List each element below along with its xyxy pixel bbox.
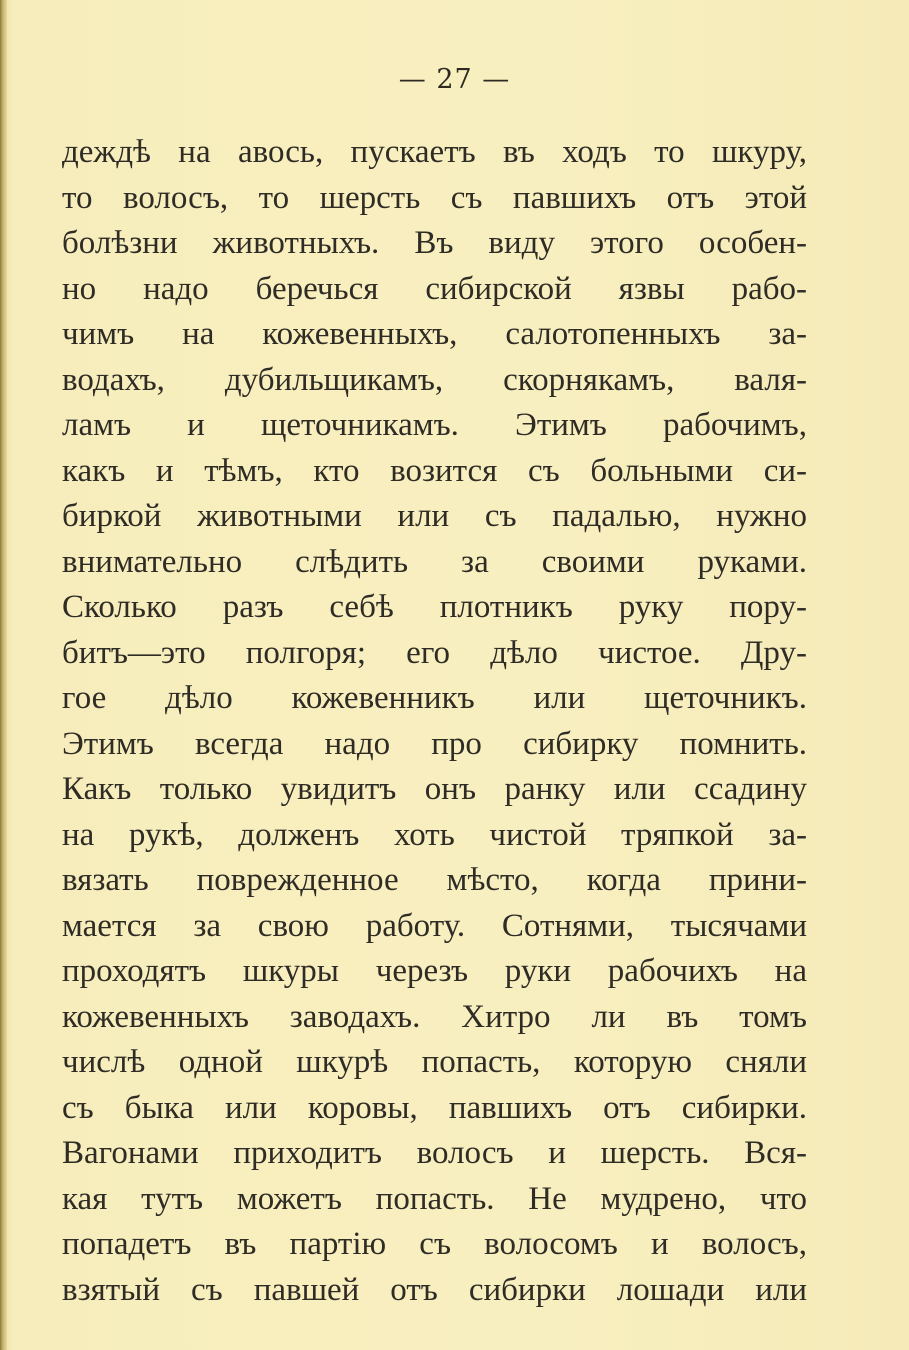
text-line: гое дѣло кожевенникъ или щеточникъ. <box>62 680 807 716</box>
text-line: биркой животными или съ падалью, нужно <box>62 498 807 534</box>
text-line: попадетъ въ партію съ волосомъ и волосъ, <box>62 1226 807 1262</box>
text-line: Сколько разъ себѣ плотникъ руку пору- <box>62 589 807 625</box>
text-line: но надо беречься сибирской язвы рабо- <box>62 270 807 307</box>
body-text <box>62 130 807 1313</box>
text-line: кая тутъ можетъ попасть. Не мудрено, что <box>62 1180 807 1217</box>
text-line: чимъ на кожевенныхъ, салотопенныхъ за- <box>62 316 807 352</box>
text-line: взятый съ павшей отъ сибирки лошади или <box>62 1271 807 1308</box>
page-binding-edge <box>0 0 7 1350</box>
text-line: Какъ только увидитъ онъ ранку или ссадину <box>62 771 807 807</box>
text-line: Вагонами приходитъ волосъ и шерсть. Вся- <box>62 1135 807 1171</box>
text-line: числѣ одной шкурѣ попасть, которую сняли <box>62 1044 807 1080</box>
text-line: кожевенныхъ заводахъ. Хитро ли въ томъ <box>62 998 807 1035</box>
text-line: вязать поврежденное мѣсто, когда прини- <box>62 862 807 898</box>
text-line: водахъ, дубильщикамъ, скорнякамъ, валя- <box>62 361 807 398</box>
text-line: внимательно слѣдить за своими руками. <box>62 543 807 580</box>
text-line: Этимъ всегда надо про сибирку помнить. <box>62 725 807 762</box>
text-line: битъ—это полгоря; его дѣло чистое. Дру- <box>62 634 807 671</box>
text-line: съ быка или коровы, павшихъ отъ сибирки. <box>62 1089 807 1126</box>
text-line: то волосъ, то шерсть съ павшихъ отъ этой <box>62 179 807 216</box>
text-line: проходятъ шкуры черезъ руки рабочихъ на <box>62 953 807 989</box>
text-line: деждѣ на авось, пускаетъ въ ходъ то шкуру, <box>62 134 807 170</box>
text-line: ламъ и щеточникамъ. Этимъ рабочимъ, <box>62 407 807 443</box>
text-line: какъ и тѣмъ, кто возится съ больными си- <box>62 452 807 489</box>
text-line: на рукѣ, долженъ хоть чистой тряпкой за- <box>62 816 807 853</box>
page-number: — 27 — <box>398 64 511 95</box>
text-line: болѣзни животныхъ. Въ виду этого особен- <box>62 225 807 261</box>
text-line: мается за свою работу. Сотнями, тысячами <box>62 907 807 944</box>
